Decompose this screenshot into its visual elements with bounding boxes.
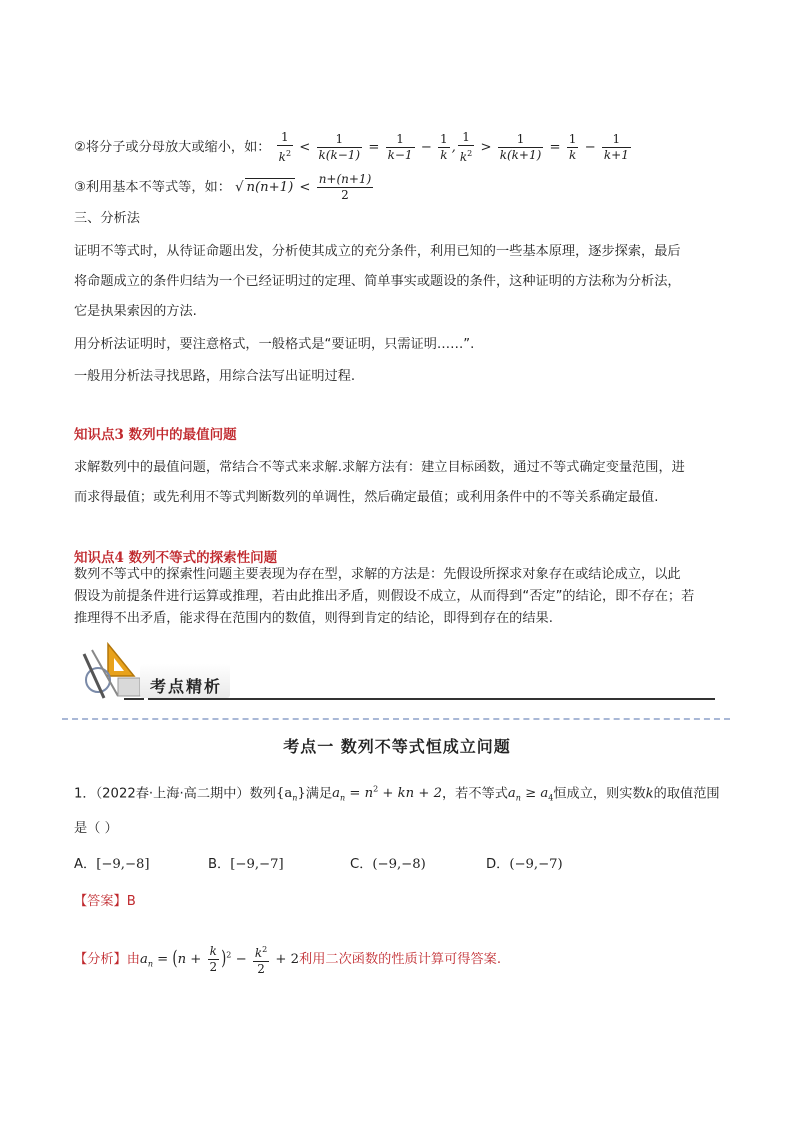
method-3-text: ③利用基本不等式等，如： [74,180,231,195]
option-b[interactable]: B．[−9,−7] [208,857,284,872]
frac-mean: $\frac{n+(n+1)}{2}$ [318,172,372,202]
method-2-text: ②将分子或分母放大或缩小，如： [74,140,271,155]
knowledge-point-3-line: 求解数列中的最值问题，常结合不等式来求解.求解方法有：建立目标函数，通过不等式确定变量范围，进 [74,460,685,475]
option-c[interactable]: C．(−9,−8) [350,857,426,872]
frac-1-over-k-kp1: $\frac{1}{k(k+1)}$ [499,132,542,162]
section-3-title: 三、分析法 [74,211,140,226]
question-1-answer: 【答案】B [74,894,136,909]
banner-divider [148,698,715,700]
method-3-line: ③利用基本不等式等，如： √ n(n+1) < $\frac{n+(n+1)}{2}$ [74,172,372,202]
banner-label: 考点精析 [150,677,223,696]
section-3-paragraph-line: 它是执果索因的方法. [74,304,197,319]
banner-divider-left [124,698,144,700]
knowledge-point-4-line: 假设为前提条件进行运算或推理，若由此推出矛盾，则假设不成立，从而得到“否定”的结论，即不存在；若 [74,589,695,604]
knowledge-point-3-title: 知识点3 数列中的最值问题 [74,427,237,443]
knowledge-point-4-line: 推理得不出矛盾，能求得在范围内的数值，则得到肯定的结论，即得到存在的结果. [74,611,553,626]
knowledge-point-4-line: 数列不等式中的探索性问题主要表现为存在型，求解的方法是：先假设所探求对象存在或结论成立，以此 [74,567,681,582]
option-d[interactable]: D．(−9,−7) [486,857,563,872]
frac-1-over-km1: $\frac{1}{k-1}$ [387,132,413,162]
geometry-tools-icon [78,640,148,702]
section-3-format-note: 用分析法证明时，要注意格式，一般格式是“要证明，只需证明……”. [74,337,475,352]
option-a[interactable]: A．[−9,−8] [74,857,150,872]
knowledge-point-3-line: 而求得最值；或先利用不等式判断数列的单调性，然后确定最值；或利用条件中的不等关系确定最值. [74,490,659,505]
frac-1-over-k-a: $\frac{1}{k}$ [440,132,448,162]
question-1-analysis: 【分析】由$a_n = (n$ + $\frac{k}{2}$ )$^2$ − $\frac{k^2}{2}$ + 2利用二次函数的性质计算可得答案. [74,944,502,976]
section-3-paragraph-line: 证明不等式时，从待证命题出发，分析使其成立的充分条件，利用已知的一些基本原理，逐步探索，最后 [74,244,681,259]
topic-1-title: 考点一 数列不等式恒成立问题 [283,737,511,756]
frac-1-over-k2: $\frac{1}{k^2}$ [278,130,292,164]
frac-1-over-k-b: $\frac{1}{k}$ [568,132,577,162]
frac-1-over-k2-b: $\frac{1}{k^2}$ [459,130,473,164]
dashed-separator [62,718,730,720]
knowledge-point-4-title: 知识点4 数列不等式的探索性问题 [74,550,278,566]
method-2-line: ②将分子或分母放大或缩小，如： $\frac{1}{k^2}$ < $\frac{1}{k(k-1)}$ = $\frac{1}{k-1}$ − $\frac{1}{k}$ , $\frac{1}{k^2}$ > $\frac{1}{k(k+1)}$ = $\frac{1}{k}$ − $\frac{1}{k+1}$ [74,130,629,164]
frac-1-over-kp1: $\frac{1}{k+1}$ [603,132,629,162]
question-1-stem-cont: 是（ ） [74,821,118,836]
section-3-summary: 一般用分析法寻找思路，用综合法写出证明过程. [74,369,356,384]
sqrt-expression: n(n+1) [246,180,294,195]
question-1-stem: 1．（2022春·上海·高二期中）数列$\{a_n\}$满足$a_n = n^2$ + kn + 2，若不等式$a_n \ge a_4$恒成立，则实数k的取值范围 [74,785,720,804]
section-3-paragraph-line: 将命题成立的条件归结为一个已经证明过的定理、简单事实或题设的条件，这种证明的方法称为分析法， [74,274,681,289]
frac-1-over-k-km1: $\frac{1}{k(k-1)}$ [318,132,361,162]
question-1-options [74,856,563,874]
